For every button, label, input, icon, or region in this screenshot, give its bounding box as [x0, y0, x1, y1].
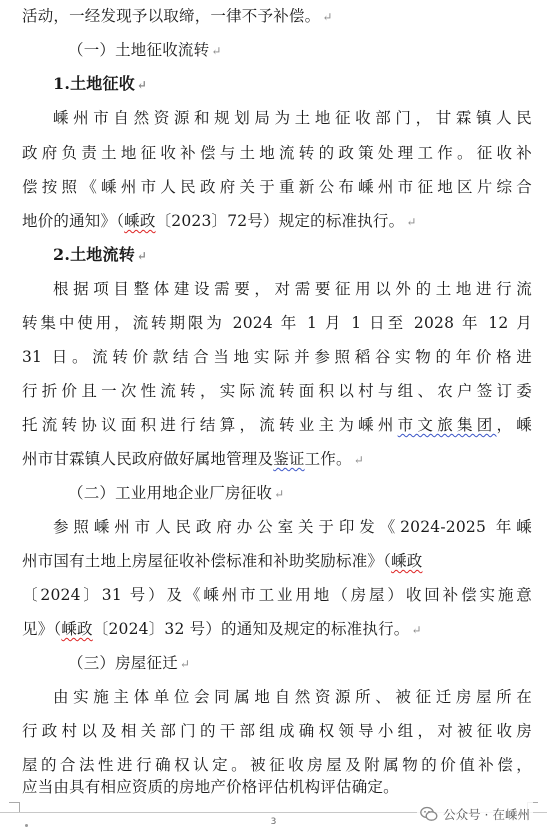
- paragraph-line: 活动，一经发现予以取缔，一律不予补偿。 ↵: [22, 7, 333, 25]
- paragraph-line: 州市国有土地上房屋征收补偿标准和补助奖励标准》（嵊政: [22, 552, 423, 570]
- watermark-label: 公众号 · 在嵊州: [443, 807, 530, 822]
- paragraph-line: 偿按照《嵊州市人民政府关于重新公布嵊州市征地区片综合: [22, 178, 532, 196]
- paragraph-line: 行政村以及相关部门的干部组成确权领导小组，对被征收房: [22, 722, 532, 740]
- paragraph-line: 〔2024〕31 号）及《嵊州市工业用地（房屋）收回补偿实施意: [22, 586, 532, 604]
- paragraph-line: 根据项目整体建设需要，对需要征用以外的土地进行流: [53, 280, 532, 298]
- subsection-heading: 2.土地流转 ↵: [53, 245, 147, 264]
- paragraph-line: 由实施主体单位会同属地自然资源所、被征迁房屋所在: [53, 688, 532, 706]
- paragraph-line: 参照嵊州市人民政府办公室关于印发《2024-2025 年嵊: [53, 518, 532, 536]
- paragraph-line: 托流转协议面积进行结算，流转业主为嵊州市文旅集团，嵊: [22, 416, 532, 434]
- wechat-icon: [420, 806, 438, 822]
- watermark: [417, 802, 533, 826]
- paragraph-line: 转集中使用，流转期限为 2024 年 1 月 1 日至 2028 年 12 月: [22, 314, 532, 332]
- section-heading: （二）工业用地企业厂房征收 ↵: [68, 484, 285, 502]
- paragraph-line: 行折价且一次性流转，实际流转面积以村与组、农户签订委: [22, 382, 532, 400]
- paragraph-line: 见》（嵊政〔2024〕32 号）的通知及规定的标准执行。 ↵: [22, 620, 422, 638]
- section-heading: （一）土地征收流转 ↵: [68, 41, 222, 59]
- paragraph-line: 嵊州市自然资源和规划局为土地征收部门，甘霖镇人民: [53, 109, 532, 127]
- paragraph-line: 31 日。流转价款结合当地实际并参照稻谷实物的年价格进: [22, 348, 532, 366]
- paragraph-line: 屋的合法性进行确权认定。被征收房屋及附属物的价值补偿，: [22, 756, 532, 774]
- paragraph-line: 州市甘霖镇人民政府做好属地管理及鉴证工作。 ↵: [22, 450, 364, 468]
- section-heading: （三）房屋征迁 ↵: [68, 654, 190, 672]
- page-number: 3: [270, 817, 277, 827]
- paragraph-line: 政府负责土地征收补偿与土地流转的政策处理工作。征收补: [22, 144, 532, 162]
- paragraph-line: 地价的通知》（嵊政〔2023〕72号）规定的标准执行。 ↵: [22, 212, 417, 230]
- paragraph-line: 应当由具有相应资质的房地产价格评估机构评估确定。: [22, 778, 399, 796]
- subsection-heading: 1.土地征收 ↵: [53, 74, 147, 93]
